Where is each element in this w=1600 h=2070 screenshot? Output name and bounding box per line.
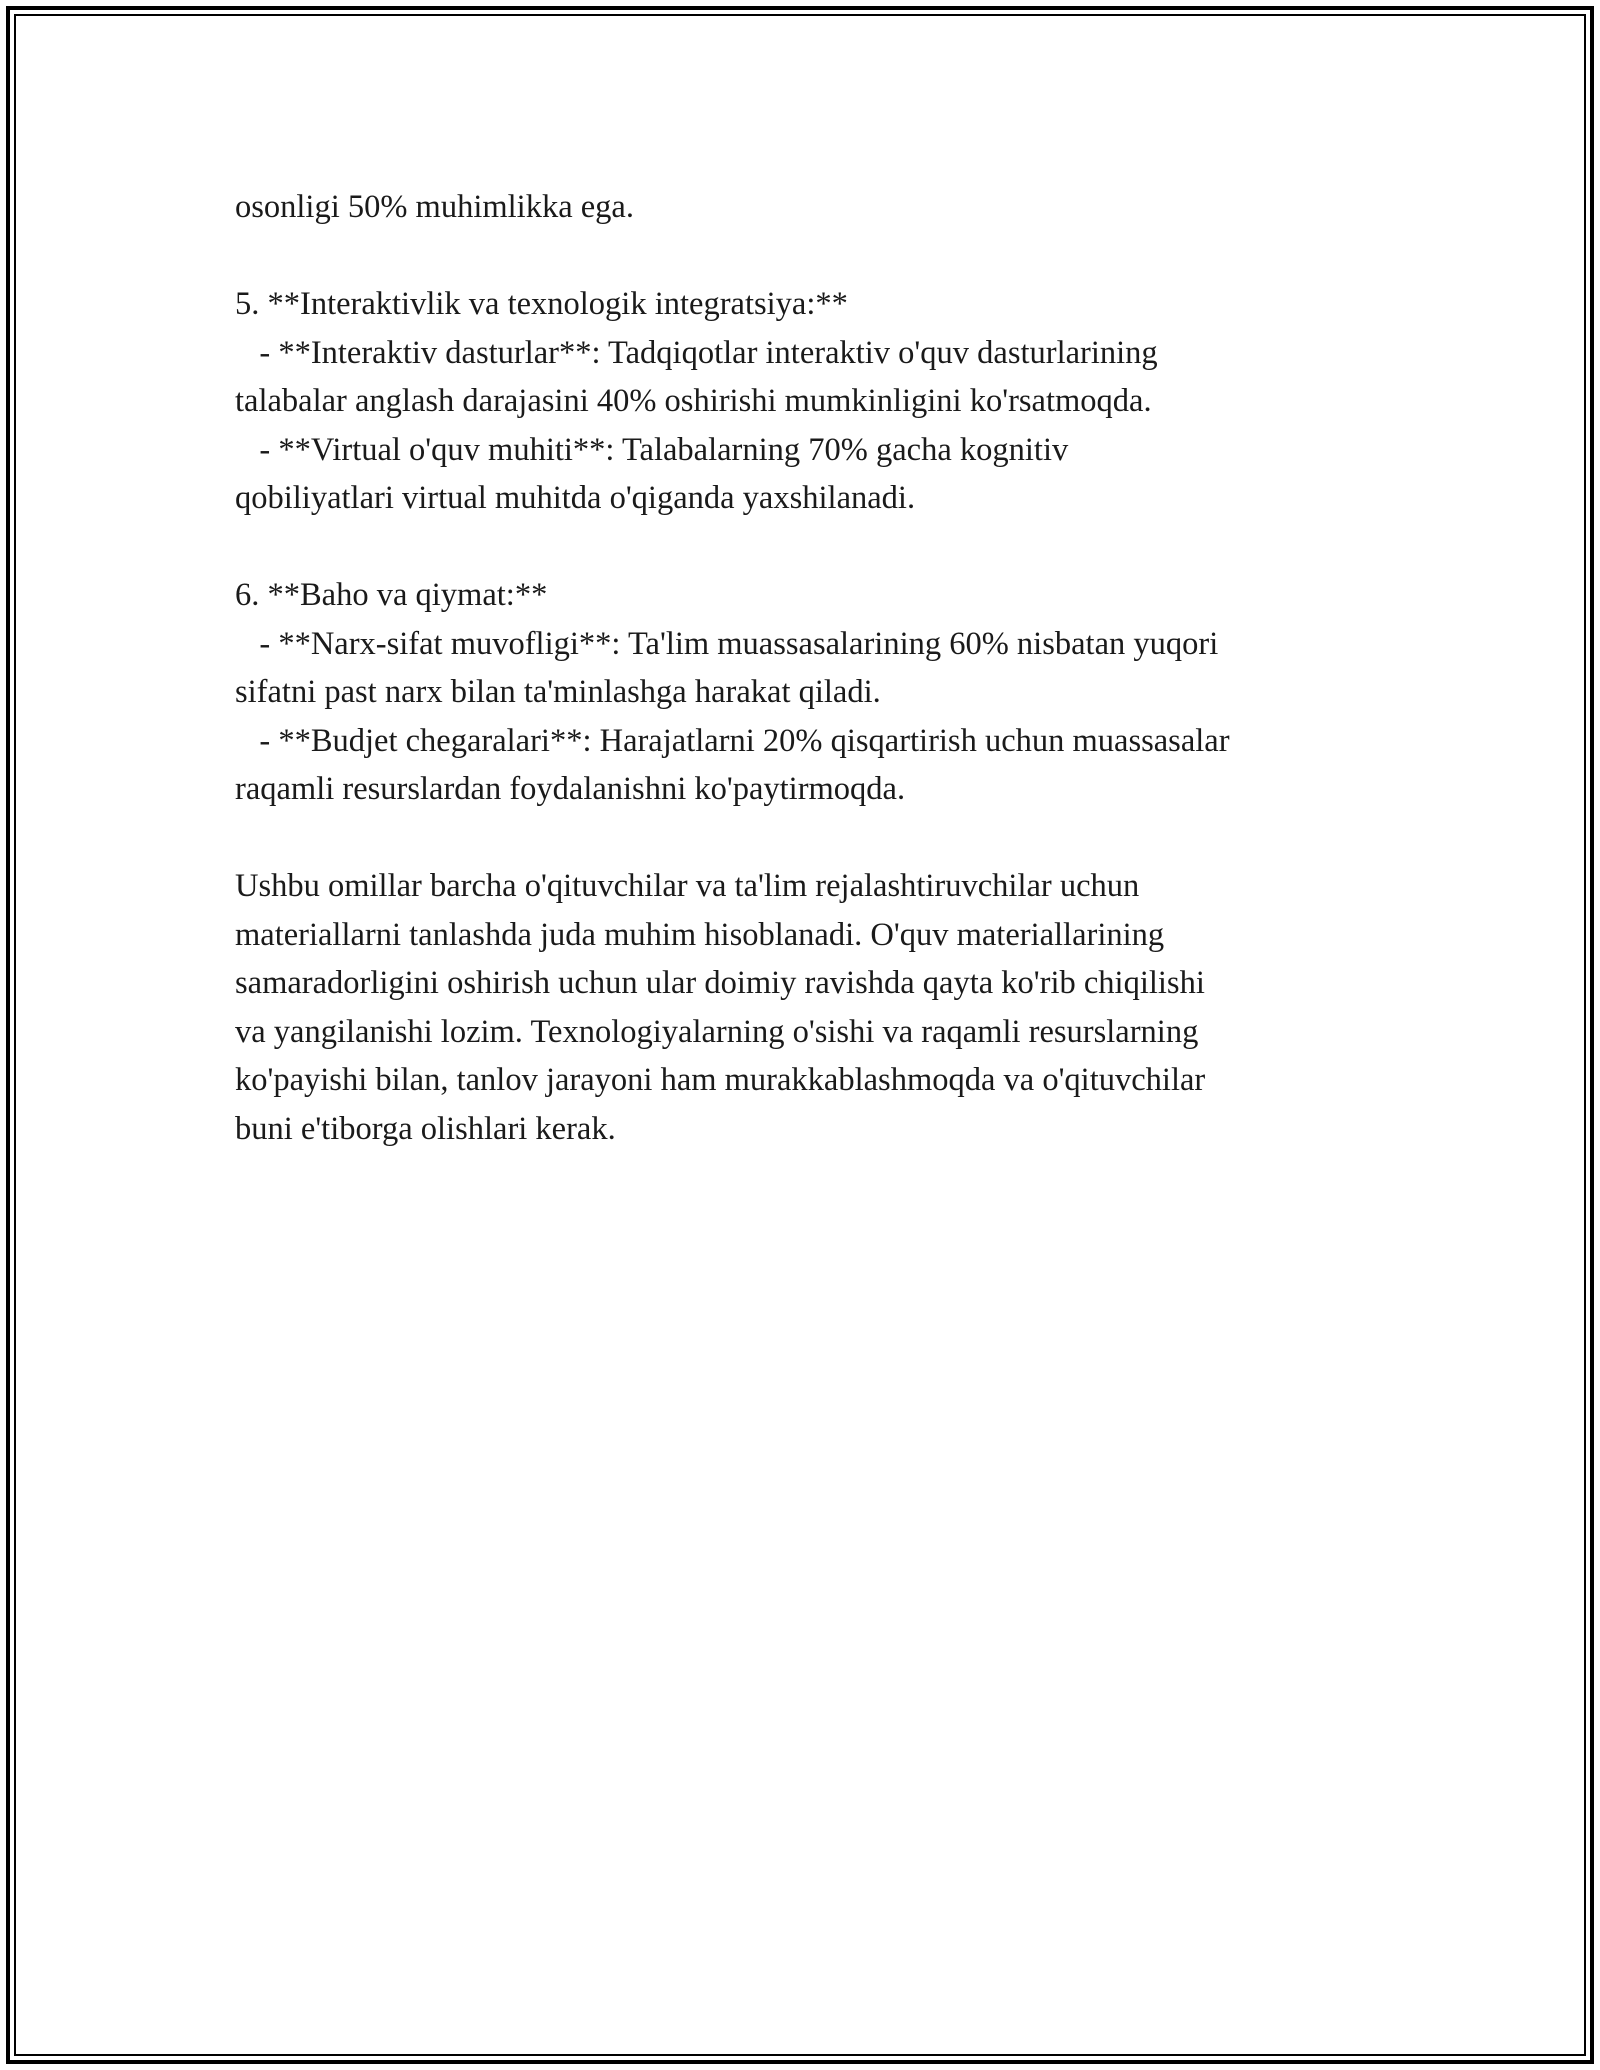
text-line: osonligi 50% muhimlikka ega. — [235, 189, 634, 225]
text-line: sifatni past narx bilan ta'minlashga harakat qiladi. — [235, 674, 881, 710]
text-line: - **Virtual o'quv muhiti**: Talabalarning 70% gacha kognitiv — [235, 431, 1069, 468]
text-line: raqamli resurslardan foydalanishni ko'paytirmoqda. — [235, 771, 906, 807]
conclusion-line: samaradorligini oshirish uchun ular doimiy ravishda qayta ko'rib chiqilishi — [235, 965, 1205, 1001]
text-line: qobiliyatlari virtual muhitda o'qiganda yaxshilanadi. — [235, 480, 916, 516]
conclusion-line: materiallarni tanlashda juda muhim hisoblanadi. O'quv materiallarining — [235, 916, 1165, 953]
blank-line — [235, 814, 1380, 863]
text-line: - **Budjet chegaralari**: Harajatlarni 20% qisqartirish uchun muassasalar — [235, 722, 1230, 759]
section-heading-5: 5. **Interaktivlik va texnologik integratsiya:** — [235, 286, 848, 322]
section-heading-6: 6. **Baho va qiymat:** — [235, 577, 548, 613]
conclusion-line: va yangilanishi lozim. Texnologiyalarning o'sishi va raqamli resurslarning — [235, 1013, 1199, 1050]
text-line: - **Interaktiv dasturlar**: Tadqiqotlar interaktiv o'quv dasturlarining — [235, 334, 1158, 371]
text-line: talabalar anglash darajasini 40% oshirishi mumkinligini ko'rsatmoqda. — [235, 383, 1152, 419]
text-line: - **Narx-sifat muvofligi**: Ta'lim muassasalarining 60% nisbatan yuqori — [235, 625, 1219, 662]
document-body — [235, 183, 1380, 1153]
conclusion-line: buni e'tiborga olishlari kerak. — [235, 1110, 616, 1147]
blank-line — [235, 523, 1380, 572]
blank-line — [235, 232, 1380, 281]
conclusion-line: ko'payishi bilan, tanlov jarayoni ham murakkablashmoqda va o'qituvchilar — [235, 1062, 1206, 1098]
conclusion-line: Ushbu omillar barcha o'qituvchilar va ta'lim rejalashtiruvchilar uchun — [235, 868, 1140, 904]
